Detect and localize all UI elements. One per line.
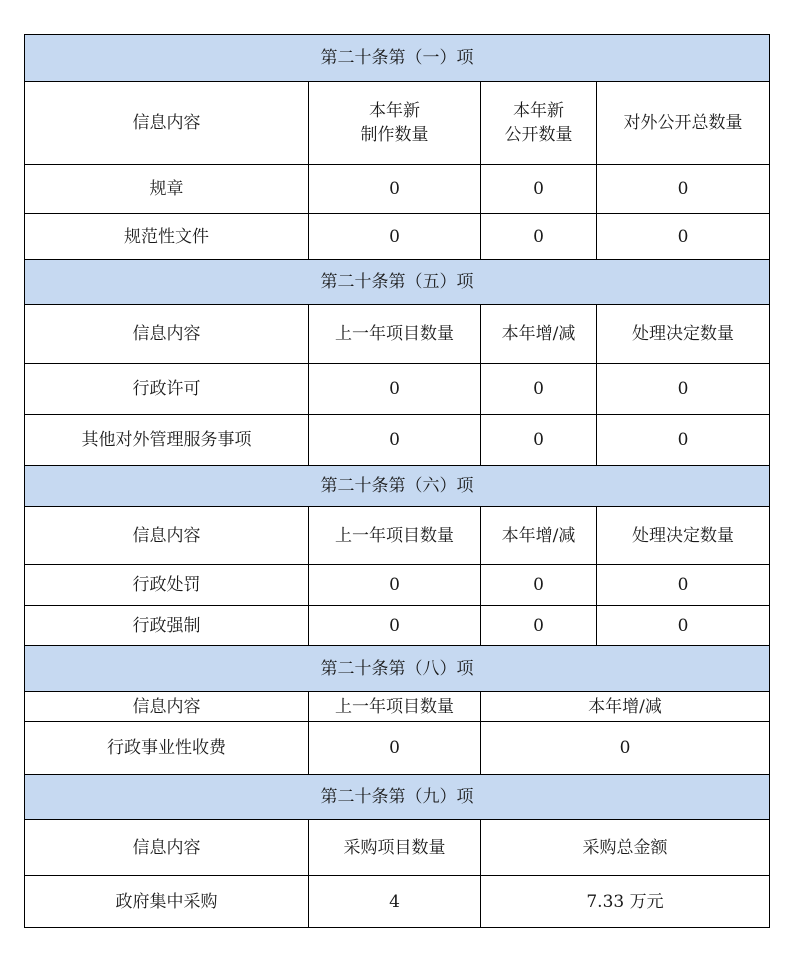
table-row (25, 565, 770, 606)
section-title-row (25, 775, 770, 820)
value-cell: 0 (309, 364, 481, 415)
header-cell (481, 82, 597, 165)
header-cell: 本年增/减 (481, 305, 597, 364)
header-row (25, 820, 770, 876)
row-label: 其他对外管理服务事项 (25, 415, 309, 466)
value-cell: 0 (309, 165, 481, 214)
table-row (25, 876, 770, 928)
header-row (25, 507, 770, 565)
value-cell: 0 (597, 165, 770, 214)
value-cell: 0 (481, 165, 597, 214)
header-cell: 采购总金额 (481, 820, 770, 876)
section-title: 第二十条第（五）项 (25, 260, 770, 305)
header-cell (309, 82, 481, 165)
header-cell: 处理决定数量 (597, 305, 770, 364)
row-label: 规范性文件 (25, 214, 309, 260)
table-row (25, 364, 770, 415)
value-cell: 0 (597, 565, 770, 606)
header-cell: 信息内容 (25, 305, 309, 364)
header-line: 本年新 公开数量 (504, 101, 573, 145)
header-cell: 信息内容 (25, 692, 309, 722)
disclosure-table (24, 34, 770, 928)
header-row (25, 305, 770, 364)
value-cell: 0 (481, 364, 597, 415)
table-row (25, 606, 770, 646)
value-cell: 0 (309, 214, 481, 260)
row-label: 政府集中采购 (25, 876, 309, 928)
row-label: 规章 (25, 165, 309, 214)
section-title-row (25, 646, 770, 692)
section-title-row (25, 260, 770, 305)
section-title: 第二十条第（九）项 (25, 775, 770, 820)
value-cell: 0 (309, 722, 481, 775)
header-cell: 上一年项目数量 (309, 692, 481, 722)
value-cell: 4 (309, 876, 481, 928)
header-cell: 信息内容 (25, 820, 309, 876)
table-row (25, 722, 770, 775)
header-cell: 上一年项目数量 (309, 305, 481, 364)
header-cell: 对外公开总数量 (597, 82, 770, 165)
header-cell: 本年增/减 (481, 692, 770, 722)
header-cell: 本年增/减 (481, 507, 597, 565)
header-cell: 采购项目数量 (309, 820, 481, 876)
header-row (25, 82, 770, 165)
value-cell: 0 (481, 722, 770, 775)
row-label: 行政处罚 (25, 565, 309, 606)
value-cell: 0 (597, 364, 770, 415)
value-cell: 0 (597, 606, 770, 646)
value-cell: 0 (481, 214, 597, 260)
row-label: 行政许可 (25, 364, 309, 415)
value-cell: 0 (309, 565, 481, 606)
table-row (25, 214, 770, 260)
value-cell: 0 (309, 415, 481, 466)
value-cell: 0 (481, 565, 597, 606)
value-cell: 0 (481, 606, 597, 646)
section-title: 第二十条第（六）项 (25, 466, 770, 507)
table-row (25, 415, 770, 466)
value-cell: 0 (597, 214, 770, 260)
value-cell: 0 (481, 415, 597, 466)
section-title-row (25, 466, 770, 507)
value-cell: 7.33 万元 (481, 876, 770, 928)
section-title: 第二十条第（八）项 (25, 646, 770, 692)
header-cell: 处理决定数量 (597, 507, 770, 565)
row-label: 行政事业性收费 (25, 722, 309, 775)
header-line: 本年新 制作数量 (360, 101, 429, 145)
header-cell: 上一年项目数量 (309, 507, 481, 565)
table-row (25, 165, 770, 214)
value-cell: 0 (597, 415, 770, 466)
header-cell: 信息内容 (25, 82, 309, 165)
header-row (25, 692, 770, 722)
section-title-row (25, 35, 770, 82)
header-cell: 信息内容 (25, 507, 309, 565)
row-label: 行政强制 (25, 606, 309, 646)
value-cell: 0 (309, 606, 481, 646)
section-title: 第二十条第（一）项 (25, 35, 770, 82)
